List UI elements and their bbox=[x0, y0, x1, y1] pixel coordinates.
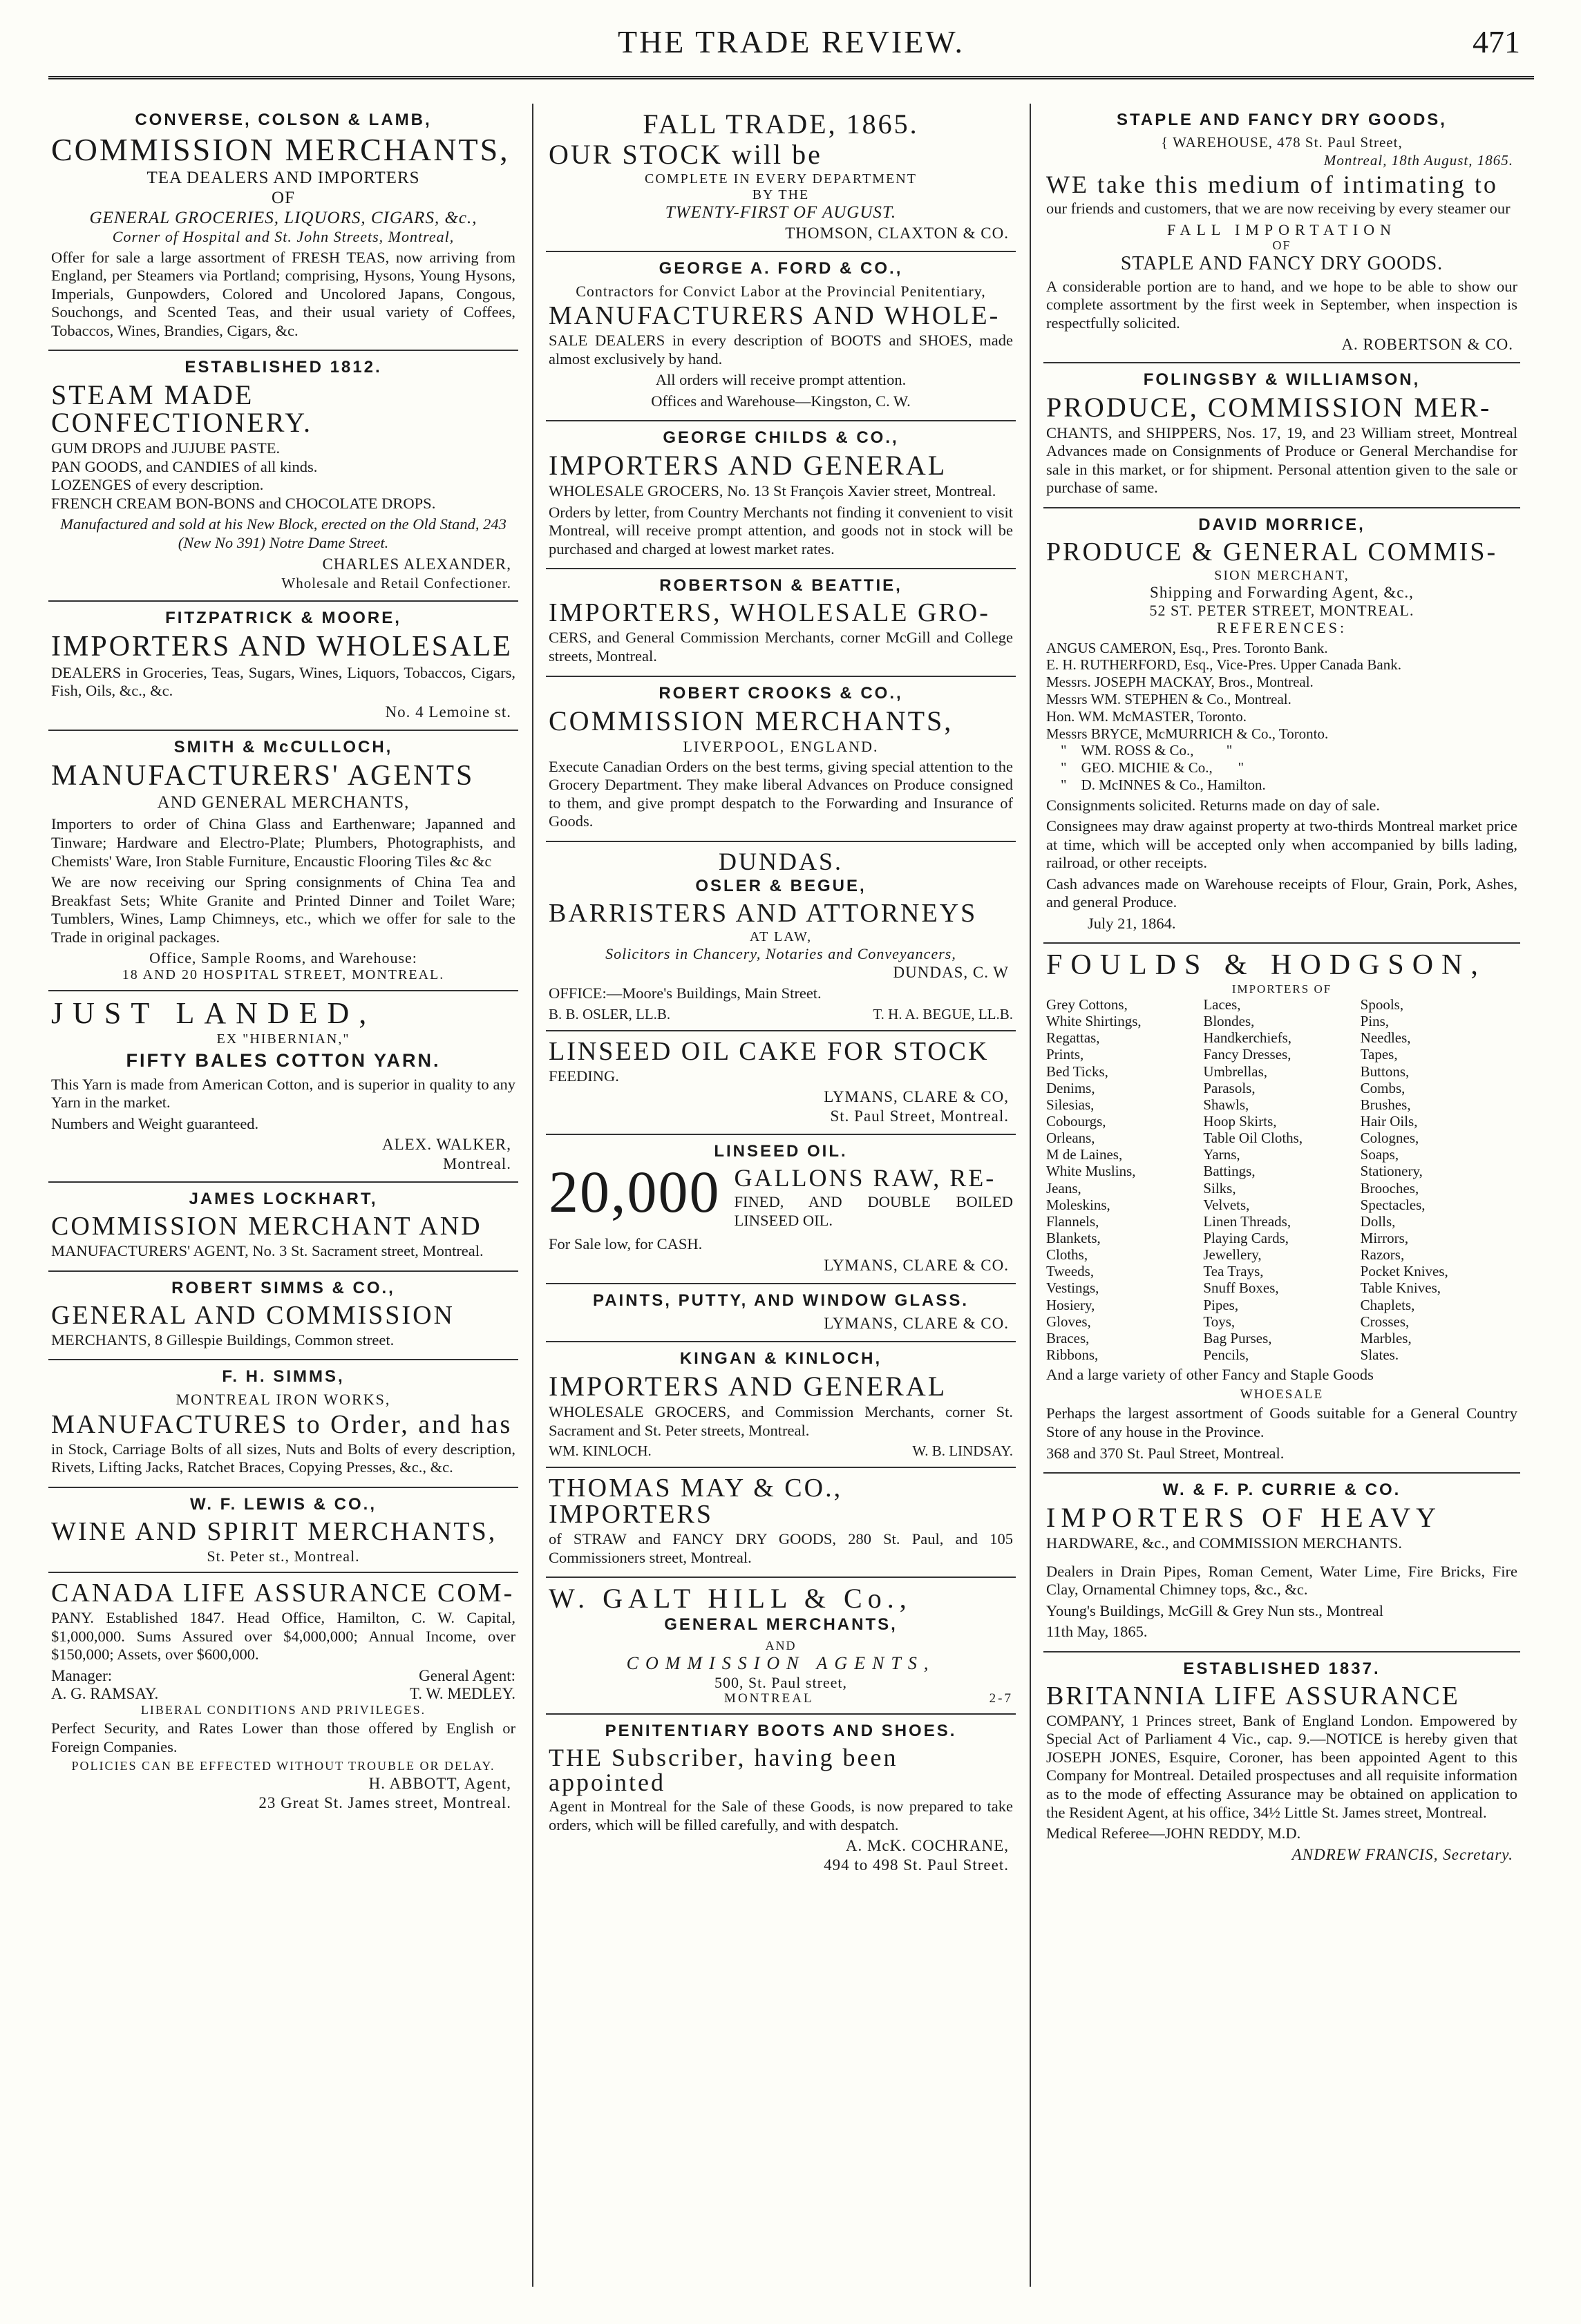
ad-signature: 23 Great St. James street, Montreal. bbox=[258, 1794, 511, 1812]
ad-subheading: AND GENERAL MERCHANTS, bbox=[157, 792, 410, 812]
ad-body: Numbers and Weight guaranteed. bbox=[51, 1114, 259, 1132]
ad-display-line: BARRISTERS AND ATTORNEYS bbox=[549, 899, 978, 928]
ad-display-line: PRODUCE & GENERAL COMMIS- bbox=[1046, 537, 1498, 566]
ad-george-childs bbox=[546, 421, 1016, 569]
ad-signature: Wholesale and Retail Confectioner. bbox=[281, 574, 511, 591]
column-right bbox=[1043, 104, 1520, 2287]
goods-item: Brushes, bbox=[1360, 1096, 1411, 1113]
ad-heading: FOLINGSBY & WILLIAMSON, bbox=[1143, 370, 1421, 389]
ad-subheading: LIBERAL CONDITIONS AND PRIVILEGES. bbox=[140, 1702, 426, 1717]
goods-item: Grey Cottons, bbox=[1046, 996, 1128, 1013]
ad-display-line: LINSEED OIL CAKE FOR STOCK bbox=[549, 1036, 990, 1066]
goods-item: Table Oil Cloths, bbox=[1203, 1130, 1303, 1147]
ad-display-line: COMMISSION MERCHANTS, bbox=[51, 132, 510, 167]
ad-partners bbox=[549, 1442, 1013, 1460]
ad-display-line: FOULDS & HODGSON, bbox=[1046, 949, 1486, 982]
ad-address: Montreal, 18th August, 1865. bbox=[1323, 152, 1513, 169]
manager-label: Manager: bbox=[51, 1666, 113, 1684]
agent-name: T. W. MEDLEY. bbox=[409, 1684, 515, 1702]
goods-item: Mirrors, bbox=[1360, 1229, 1409, 1246]
ad-display-line: DUNDAS. bbox=[718, 848, 843, 875]
ad-body: We are now receiving our Spring consignments of China Tea and Breakfast Sets; White Granite and Printed Dinner and Toilet Ware; Tumblers, Wines, Lamp Chimneys, etc., which we offer for sale to the Trade in original packages. bbox=[51, 873, 515, 946]
goods-item: Regattas, bbox=[1046, 1029, 1100, 1047]
ad-dundas-osler-begue bbox=[546, 842, 1016, 1031]
column-left bbox=[48, 104, 518, 2287]
ad-body: WHOLESALE GROCERS, No. 13 St François Xavier street, Montreal. bbox=[549, 482, 996, 500]
goods-item: Handkerchiefs, bbox=[1203, 1029, 1292, 1047]
ad-display-line: GENERAL AND COMMISSION bbox=[51, 1300, 455, 1330]
ad-office: OFFICE:—Moore's Buildings, Main Street. bbox=[549, 984, 822, 1002]
ad-body: A considerable portion are to hand, and we hope to be able to show our complete assortment by the first week in September, when inspection is respectfully solicited. bbox=[1046, 277, 1517, 332]
ad-subheading: LIVERPOOL, ENGLAND. bbox=[683, 737, 879, 755]
ad-heading: DAVID MORRICE, bbox=[1198, 515, 1365, 534]
ad-subheading: AND bbox=[765, 1639, 797, 1653]
ad-display-line: BRITANNIA LIFE ASSURANCE bbox=[1046, 1681, 1460, 1711]
ad-britannia-life bbox=[1043, 1652, 1520, 1872]
ad-subheading: FEEDING. bbox=[549, 1067, 619, 1085]
ad-subheading: COMPLETE IN EVERY DEPARTMENT BY THE bbox=[645, 171, 917, 202]
ad-officers bbox=[51, 1685, 515, 1703]
ad-subheading: REFERENCES: bbox=[1216, 619, 1347, 637]
ad-subheading: STAPLE AND FANCY DRY GOODS. bbox=[1120, 252, 1443, 274]
ad-david-morrice bbox=[1043, 508, 1520, 944]
ad-subheading: Shipping and Forwarding Agent, &c., bbox=[1150, 583, 1414, 601]
ad-partners bbox=[549, 1006, 1013, 1023]
ad-subheading: Solicitors in Chancery, Notaries and Conveyancers, bbox=[605, 945, 956, 962]
ad-body: Perfect Security, and Rates Lower than those offered by English or Foreign Companies. bbox=[51, 1720, 515, 1755]
goods-item: Pipes, bbox=[1203, 1296, 1239, 1313]
ad-note: Manufactured and sold at his New Block, erected on the Old Stand, 243 (New No 391) Notre Dame Street. bbox=[60, 515, 507, 552]
goods-item: Parasols, bbox=[1203, 1079, 1256, 1096]
ad-body: Consignees may draw against property at two-thirds Montreal market price at time, which will be accepted only when accompanied by bills lading, railroad, or other receipts. bbox=[1046, 817, 1517, 872]
goods-item: Silesias, bbox=[1046, 1096, 1095, 1113]
ad-heading: W. F. LEWIS & CO., bbox=[190, 1494, 377, 1514]
ad-linseed-oil bbox=[546, 1135, 1016, 1284]
ad-body: GUM DROPS and JUJUBE PASTE. PAN GOODS, and CANDIES of all kinds. LOZENGES of every description. FRENCH CREAM BON-BONS and CHOCOLATE DROPS. bbox=[51, 439, 436, 512]
ad-heading: GEORGE CHILDS & CO., bbox=[663, 428, 899, 448]
agent-label: General Agent: bbox=[419, 1666, 515, 1684]
ad-heading: FIFTY BALES COTTON YARN. bbox=[126, 1049, 441, 1071]
ad-subheading: COMMISSION AGENTS, bbox=[626, 1652, 936, 1673]
ad-subheading: OF bbox=[1272, 238, 1291, 252]
ad-body: PANY. Established 1847. Head Office, Hamilton, C. W. Capital, $1,000,000. Sums Assured over $4,000,000; Annual Income, over $150,000; Assets, over $600,000. bbox=[51, 1608, 515, 1664]
goods-item: Shawls, bbox=[1203, 1096, 1249, 1113]
ad-body: HARDWARE, &c., and COMMISSION MERCHANTS. bbox=[1046, 1534, 1403, 1552]
ad-body: Cash advances made on Warehouse receipts of Flour, Grain, Pork, Ashes, and general Produce. bbox=[1046, 875, 1517, 911]
goods-item: Moleskins, bbox=[1046, 1196, 1110, 1213]
ad-body: DEALERS in Groceries, Teas, Sugars, Wines, Liquors, Tobaccos, Cigars, Fish, Oils, &c., &c. bbox=[51, 663, 515, 700]
goods-item: Hair Oils, bbox=[1360, 1112, 1418, 1130]
goods-item: Gloves, bbox=[1046, 1313, 1091, 1330]
ad-display-line: IMPORTERS AND WHOLESALE bbox=[51, 630, 513, 663]
goods-item: Tea Trays, bbox=[1203, 1263, 1264, 1280]
ad-display-line: STEAM MADE CONFECTIONERY. bbox=[51, 379, 312, 439]
ad-display-line: MANUFACTURERS' AGENTS bbox=[51, 759, 475, 792]
ad-display-line: GALLONS RAW, RE- bbox=[734, 1164, 996, 1192]
goods-item: Velvets, bbox=[1203, 1196, 1250, 1213]
goods-item: Brooches, bbox=[1360, 1179, 1419, 1197]
partner-name: WM. KINLOCH. bbox=[549, 1442, 652, 1460]
ad-subheading: Contractors for Convict Labor at the Provincial Penitentiary, bbox=[576, 282, 986, 300]
goods-item: Jewellery, bbox=[1203, 1246, 1262, 1264]
ad-subheading: MONTREAL IRON WORKS, bbox=[176, 1391, 391, 1409]
partner-name: W. B. LINDSAY. bbox=[912, 1442, 1013, 1460]
ad-heading: PENITENTIARY BOOTS AND SHOES. bbox=[605, 1722, 957, 1741]
goods-item: Crosses, bbox=[1360, 1313, 1410, 1330]
goods-item: Stationery, bbox=[1360, 1163, 1423, 1180]
goods-item: Yarns, bbox=[1203, 1146, 1240, 1163]
ad-display-line: CANADA LIFE ASSURANCE COM- bbox=[51, 1578, 515, 1608]
ad-heading: F. H. SIMMS, bbox=[222, 1367, 345, 1387]
ad-display-line: FALL TRADE, 1865. bbox=[643, 108, 919, 140]
header-rule bbox=[48, 76, 1534, 79]
ad-display-line: IMPORTERS OF HEAVY bbox=[1046, 1502, 1442, 1534]
ad-signature: CHARLES ALEXANDER, bbox=[322, 555, 511, 573]
ad-subheading: POLICIES CAN BE EFFECTED WITHOUT TROUBLE OR DELAY. bbox=[71, 1759, 495, 1773]
ad-body: Importers to order of China Glass and Earthenware; Japanned and Tinware; Hardware and Electro-Plate; Plumbers, Photographists, and Chemists' Ware, Iron Stable Furniture, Encaustic Flooring Tiles &c &c bbox=[51, 815, 515, 870]
ad-body: Consignments solicited. Returns made on day of sale. bbox=[1046, 796, 1381, 814]
ad-signature: No. 4 Lemoine st. bbox=[385, 703, 511, 721]
partner-name: T. H. A. BEGUE, LL.B. bbox=[873, 1005, 1013, 1022]
goods-item: Bed Ticks, bbox=[1046, 1063, 1108, 1080]
ad-foulds-hodgson bbox=[1043, 944, 1520, 1474]
ad-display-line: JUST LANDED, bbox=[51, 996, 377, 1030]
goods-item: Bag Purses, bbox=[1203, 1329, 1272, 1346]
goods-item: Spools, bbox=[1360, 996, 1404, 1013]
ad-paints-putty bbox=[546, 1284, 1016, 1342]
ad-heading: FITZPATRICK & MOORE, bbox=[165, 608, 401, 627]
ad-date: July 21, 1864. bbox=[1088, 914, 1176, 932]
ad-display-line: W. GALT HILL & Co., bbox=[549, 1583, 912, 1615]
ad-body: This Yarn is made from American Cotton, and is superior in quality to any Yarn in the market. bbox=[51, 1075, 515, 1112]
goods-item: Laces, bbox=[1203, 996, 1241, 1013]
ad-body: WHOLESALE GROCERS, and Commission Merchants, corner St. Sacrament and St. Peter streets, Montreal. bbox=[549, 1403, 1013, 1439]
ad-heading: ROBERT SIMMS & CO., bbox=[171, 1278, 395, 1297]
column-divider bbox=[1030, 104, 1031, 2287]
ad-body: of STRAW and FANCY DRY GOODS, 280 St. Paul, and 105 Commissioners street, Montreal. bbox=[549, 1530, 1013, 1566]
goods-item: Toys, bbox=[1203, 1313, 1236, 1330]
ad-fitzpatrick-moore bbox=[48, 602, 518, 731]
goods-item: Hoop Skirts, bbox=[1203, 1112, 1277, 1130]
ad-linseed-oil-cake bbox=[546, 1031, 1016, 1136]
ad-signature: LYMANS, CLARE & CO. bbox=[824, 1257, 1009, 1275]
ad-folingsby-williamson bbox=[1043, 363, 1520, 508]
ad-body: Agent in Montreal for the Sale of these Goods, is now prepared to take orders, which will be filled carefully, and with despatch. bbox=[549, 1798, 1013, 1834]
page-header bbox=[48, 10, 1534, 86]
goods-item: Flannels, bbox=[1046, 1212, 1099, 1230]
goods-item: Table Knives, bbox=[1360, 1279, 1441, 1297]
ad-body: Medical Referee—JOHN REDDY, M.D. bbox=[1046, 1825, 1301, 1842]
goods-column bbox=[1203, 996, 1360, 1363]
goods-item: Colognes, bbox=[1360, 1130, 1419, 1147]
goods-item: M de Laines, bbox=[1046, 1146, 1123, 1163]
ad-penitentiary-boots bbox=[546, 1715, 1016, 1883]
ad-signature: ANDREW FRANCIS, Secretary. bbox=[1291, 1845, 1513, 1863]
ad-galt-hill bbox=[546, 1578, 1016, 1715]
ad-signature: A. McK. COCHRANE, bbox=[845, 1837, 1009, 1855]
ad-fh-simms bbox=[48, 1360, 518, 1487]
goods-item: Ribbons, bbox=[1046, 1346, 1099, 1363]
ad-heading: ROBERTSON & BEATTIE, bbox=[659, 576, 902, 596]
ad-subheading: WHOESALE bbox=[1240, 1387, 1324, 1402]
ad-body: Perhaps the largest assortment of Goods suitable for a General Country Store of any house in the Province. bbox=[1046, 1404, 1517, 1441]
ad-body: COMPANY, 1 Princes street, Bank of England London. Empowered by Special Act of Parliament 4 Vic., cap. 9.—NOTICE is hereby given that JOSEPH JONES, Esquire, Coroner, has been appointed Agent to this Company for Montreal. Detailed prospectuses and all requisite information as to the mode of effecting Assurance may be obtained on application to the Resident Agent, at his office, 34½ Little St. James street, Montreal. bbox=[1046, 1711, 1517, 1821]
goods-item: Vestings, bbox=[1046, 1279, 1099, 1297]
goods-item: Soaps, bbox=[1360, 1146, 1399, 1163]
goods-item: Snuff Boxes, bbox=[1203, 1279, 1279, 1297]
page-title: THE TRADE REVIEW. bbox=[617, 24, 965, 59]
ad-heading: JAMES LOCKHART, bbox=[189, 1190, 378, 1209]
goods-item: Buttons, bbox=[1360, 1063, 1410, 1080]
goods-item: Prints, bbox=[1046, 1046, 1084, 1063]
ad-address: { WAREHOUSE, 478 St. Paul Street, bbox=[1161, 134, 1403, 151]
ad-body: CHANTS, and SHIPPERS, Nos. 17, 19, and 23 William street, Montreal Advances made on Consignments of Produce or General Merchandise for sale in this market, or for shipment. Personal attention given to the sale or purchase of same. bbox=[1046, 423, 1517, 497]
ad-display-line: MANUFACTURERS AND WHOLE- bbox=[549, 301, 1001, 331]
goods-item: Marbles, bbox=[1360, 1329, 1412, 1346]
goods-item: White Shirtings, bbox=[1046, 1013, 1142, 1030]
goods-item: Tapes, bbox=[1360, 1046, 1398, 1063]
ad-body: Young's Buildings, McGill & Grey Nun sts., Montreal bbox=[1046, 1601, 1384, 1619]
goods-item: Pins, bbox=[1360, 1013, 1390, 1030]
ad-wf-lewis bbox=[48, 1488, 518, 1573]
goods-item: Braces, bbox=[1046, 1329, 1090, 1346]
ad-robert-simms bbox=[48, 1272, 518, 1361]
ad-body: MANUFACTURERS' AGENT, No. 3 St. Sacrament street, Montreal. bbox=[51, 1242, 484, 1260]
ad-heading: ESTABLISHED 1837. bbox=[1183, 1659, 1381, 1678]
ad-display-line: OUR STOCK will be bbox=[549, 139, 822, 170]
goods-item: Silks, bbox=[1203, 1179, 1236, 1197]
ad-display-line: THE Subscriber, having been appointed bbox=[549, 1744, 898, 1797]
ad-body: CERS, and General Commission Merchants, corner McGill and College streets, Montreal. bbox=[549, 629, 1013, 665]
ad-body: Offer for sale a large assortment of FRESH TEAS, now arriving from England, per Steamers via Portland; comprising, Hysons, Young Hysons, Imperials, Gunpowders, Colored and Uncolored Japans, Congous, Souchongs, and Scented Teas, and their usual variety of Coffees, Tobaccos, Wines, Brandies, Cigars, &c. bbox=[51, 248, 515, 339]
ad-subheading: EX "HIBERNIAN," bbox=[216, 1031, 350, 1047]
ad-date: 11th May, 1865. bbox=[1046, 1623, 1148, 1641]
ad-james-lockhart bbox=[48, 1183, 518, 1272]
goods-item: Tweeds, bbox=[1046, 1263, 1095, 1280]
goods-item: Needles, bbox=[1360, 1029, 1411, 1047]
ad-body: Execute Canadian Orders on the best terms, giving special attention to the Grocery Department. They make liberal Advances on Produce consigned to them, and give prompt despatch to the Forwarding and Insurance of Goods. bbox=[549, 757, 1013, 830]
column-middle bbox=[546, 104, 1016, 2287]
ad-fall-trade bbox=[546, 104, 1016, 252]
goods-item: Cobourgs, bbox=[1046, 1112, 1106, 1130]
ad-signature: 494 to 498 St. Paul Street. bbox=[824, 1856, 1009, 1874]
ad-subheading: FINED, AND DOUBLE BOILED LINSEED OIL. bbox=[734, 1193, 1013, 1229]
goods-item: Spectacles, bbox=[1360, 1196, 1426, 1213]
ad-body: Offices and Warehouse—Kingston, C. W. bbox=[651, 392, 911, 410]
ad-subheading: IMPORTERS OF bbox=[1231, 982, 1332, 996]
ad-body: Orders by letter, from Country Merchants not finding it convenient to visit Montreal, will receive prompt attention, and goods not in stock will be purchased and charged at lowest market rates. bbox=[549, 503, 1013, 558]
ad-currie bbox=[1043, 1474, 1520, 1652]
goods-item: Dolls, bbox=[1360, 1212, 1396, 1230]
goods-item: Pocket Knives, bbox=[1360, 1263, 1448, 1280]
ad-body: MERCHANTS, 8 Gillespie Buildings, Common street. bbox=[51, 1331, 395, 1349]
ad-signature: St. Paul Street, Montreal. bbox=[830, 1107, 1009, 1125]
ad-display-line: COMMISSION MERCHANT AND bbox=[51, 1212, 482, 1241]
ad-subheading: GENERAL GROCERIES, LIQUORS, CIGARS, &c., bbox=[89, 208, 477, 227]
ad-address: 500, St. Paul street, bbox=[714, 1673, 848, 1691]
ad-display-line: MANUFACTURES to Order, and has bbox=[51, 1409, 513, 1439]
ad-city: MONTREAL bbox=[724, 1691, 814, 1706]
ad-heading: CONVERSE, COLSON & LAMB, bbox=[135, 111, 432, 129]
ad-signature: A. ROBERTSON & CO. bbox=[1341, 335, 1513, 353]
ad-body: All orders will receive prompt attention. bbox=[655, 371, 907, 389]
ad-heading: LINSEED OIL. bbox=[714, 1142, 848, 1161]
ad-heading: GEORGE A. FORD & CO., bbox=[659, 258, 903, 278]
ad-heading: ROBERT CROOKS & CO., bbox=[659, 683, 903, 703]
ad-body: in Stock, Carriage Bolts of all sizes, Nuts and Bolts of every description, Rivets, Lifting Jacks, Ratchet Braces, Copying Presses, &c., &c. bbox=[51, 1440, 515, 1476]
goods-item: Blondes, bbox=[1203, 1013, 1255, 1030]
ad-display-line: IMPORTERS AND GENERAL bbox=[549, 450, 947, 482]
ad-office: Office, Sample Rooms, and Warehouse: bbox=[149, 949, 417, 967]
ad-signature: THOMSON, CLAXTON & CO. bbox=[785, 224, 1009, 242]
ad-address: 18 AND 20 HOSPITAL STREET, MONTREAL. bbox=[122, 966, 445, 982]
ad-kingan-kinloch bbox=[546, 1342, 1016, 1468]
goods-item: Razors, bbox=[1360, 1246, 1405, 1264]
ad-subheading: SION MERCHANT, bbox=[1214, 567, 1350, 583]
goods-item: Slates. bbox=[1360, 1346, 1399, 1363]
partner-name: B. B. OSLER, LL.B. bbox=[549, 1005, 671, 1022]
ad-display-line: THOMAS MAY & CO., IMPORTERS bbox=[549, 1474, 843, 1530]
ad-signature: LYMANS, CLARE & CO, bbox=[824, 1088, 1009, 1106]
goods-item: Pencils, bbox=[1203, 1346, 1249, 1363]
ad-heading: GENERAL MERCHANTS, bbox=[664, 1615, 898, 1635]
goods-item: Denims, bbox=[1046, 1079, 1095, 1096]
ad-subheading: St. Peter st., Montreal. bbox=[207, 1547, 360, 1565]
ad-place: DUNDAS, C. W bbox=[893, 964, 1009, 982]
goods-list bbox=[1046, 996, 1517, 1363]
column-divider bbox=[532, 104, 533, 2287]
ad-body: Dealers in Drain Pipes, Roman Cement, Water Lime, Fire Bricks, Fire Clay, Ornamental Chimney tops, &c., &c. bbox=[1046, 1562, 1517, 1599]
ad-heading: W. & F. P. CURRIE & CO. bbox=[1162, 1480, 1401, 1500]
goods-column bbox=[1046, 996, 1203, 1363]
ad-body: For Sale low, for CASH. bbox=[549, 1235, 703, 1253]
ad-ref: 2-7 bbox=[989, 1691, 1013, 1706]
ad-display-line: COMMISSION MERCHANTS, bbox=[549, 705, 954, 736]
ad-smith-mcculloch bbox=[48, 731, 518, 991]
ad-signature: H. ABBOTT, Agent, bbox=[368, 1775, 511, 1793]
ad-steam-confectionery bbox=[48, 351, 518, 601]
ad-city-line bbox=[549, 1691, 1013, 1706]
ad-heading: ESTABLISHED 1812. bbox=[184, 358, 382, 377]
ad-references: ANGUS CAMERON, Esq., Pres. Toronto Bank. E. H. RUTHERFORD, Esq., Vice-Pres. Upper Canada Bank. Messrs. JOSEPH MACKAY, Bros., Montreal. Messrs WM. STEPHEN & Co., Montreal. Hon. WM. McMASTER, Toronto. Messrs BRYCE, McMURRICH & Co., Toronto. " WM. ROSS & Co., " " GEO. MICHIE & Co., " " D. McINNES & Co., Hamilton. bbox=[1046, 639, 1401, 793]
ad-signature: Montreal. bbox=[442, 1155, 511, 1173]
ad-thomas-may bbox=[546, 1468, 1016, 1578]
ad-date: TWENTY-FIRST OF AUGUST. bbox=[665, 203, 897, 222]
ad-signature: LYMANS, CLARE & CO. bbox=[824, 1315, 1009, 1333]
goods-column bbox=[1361, 996, 1517, 1363]
ad-robertson-beattie bbox=[546, 569, 1016, 676]
ad-display-line: WINE AND SPIRIT MERCHANTS, bbox=[51, 1516, 498, 1546]
goods-item: Blankets, bbox=[1046, 1229, 1101, 1246]
ad-george-ford bbox=[546, 252, 1016, 421]
ad-body: our friends and customers, that we are now receiving by every steamer our bbox=[1046, 200, 1511, 218]
page-number: 471 bbox=[1473, 24, 1520, 59]
goods-item: Combs, bbox=[1360, 1079, 1405, 1096]
ad-subheading: FALL IMPORTATION bbox=[1166, 220, 1397, 238]
ad-body: And a large variety of other Fancy and Staple Goods bbox=[1046, 1366, 1374, 1384]
ad-display-line: IMPORTERS AND GENERAL bbox=[549, 1371, 947, 1402]
ad-heading: OSLER & BEGUE, bbox=[695, 877, 867, 895]
ad-heading: SMITH & McCULLOCH, bbox=[173, 737, 393, 756]
ad-heading: STAPLE AND FANCY DRY GOODS, bbox=[1117, 111, 1447, 129]
ad-body: SALE DEALERS in every description of BOOTS and SHOES, made almost exclusively by hand. bbox=[549, 332, 1013, 368]
goods-item: Fancy Dresses, bbox=[1203, 1046, 1291, 1063]
goods-item: Jeans, bbox=[1046, 1179, 1081, 1197]
ad-canada-life bbox=[48, 1573, 518, 1820]
ad-heading: PAINTS, PUTTY, AND WINDOW GLASS. bbox=[593, 1291, 969, 1311]
goods-item: Orleans, bbox=[1046, 1130, 1095, 1147]
goods-item: Hosiery, bbox=[1046, 1296, 1095, 1313]
ad-address: 368 and 370 St. Paul Street, Montreal. bbox=[1046, 1444, 1285, 1462]
ad-just-landed bbox=[48, 991, 518, 1183]
ad-heading: KINGAN & KINLOCH, bbox=[679, 1349, 882, 1369]
ad-address: Corner of Hospital and St. John Streets, Montreal, bbox=[112, 228, 455, 246]
goods-item: Linen Threads, bbox=[1203, 1212, 1291, 1230]
goods-item: Umbrellas, bbox=[1203, 1063, 1268, 1080]
ad-officers bbox=[51, 1667, 515, 1685]
ad-signature: ALEX. WALKER, bbox=[382, 1136, 511, 1154]
ad-display-line: WE take this medium of intimating to bbox=[1046, 171, 1498, 199]
ad-staple-fancy-dry-goods bbox=[1043, 104, 1520, 363]
goods-item: Cloths, bbox=[1046, 1246, 1088, 1264]
goods-item: White Muslins, bbox=[1046, 1163, 1136, 1180]
goods-item: Battings, bbox=[1203, 1163, 1256, 1180]
ad-robert-crooks bbox=[546, 677, 1016, 842]
ad-big-number: 20,000 bbox=[549, 1159, 721, 1226]
ad-display-line: PRODUCE, COMMISSION MER- bbox=[1046, 391, 1492, 423]
ad-subheading: AT LAW, bbox=[749, 929, 813, 944]
manager-name: A. G. RAMSAY. bbox=[51, 1684, 159, 1702]
ad-display-line: IMPORTERS, WHOLESALE GRO- bbox=[549, 598, 990, 628]
ad-converse-colson-lamb bbox=[48, 104, 518, 351]
goods-item: Chaplets, bbox=[1360, 1296, 1415, 1313]
ad-address: 52 ST. PETER STREET, MONTREAL. bbox=[1149, 602, 1414, 620]
goods-item: Playing Cards, bbox=[1203, 1229, 1289, 1246]
ad-subheading: TEA DEALERS AND IMPORTERS OF bbox=[146, 169, 420, 207]
